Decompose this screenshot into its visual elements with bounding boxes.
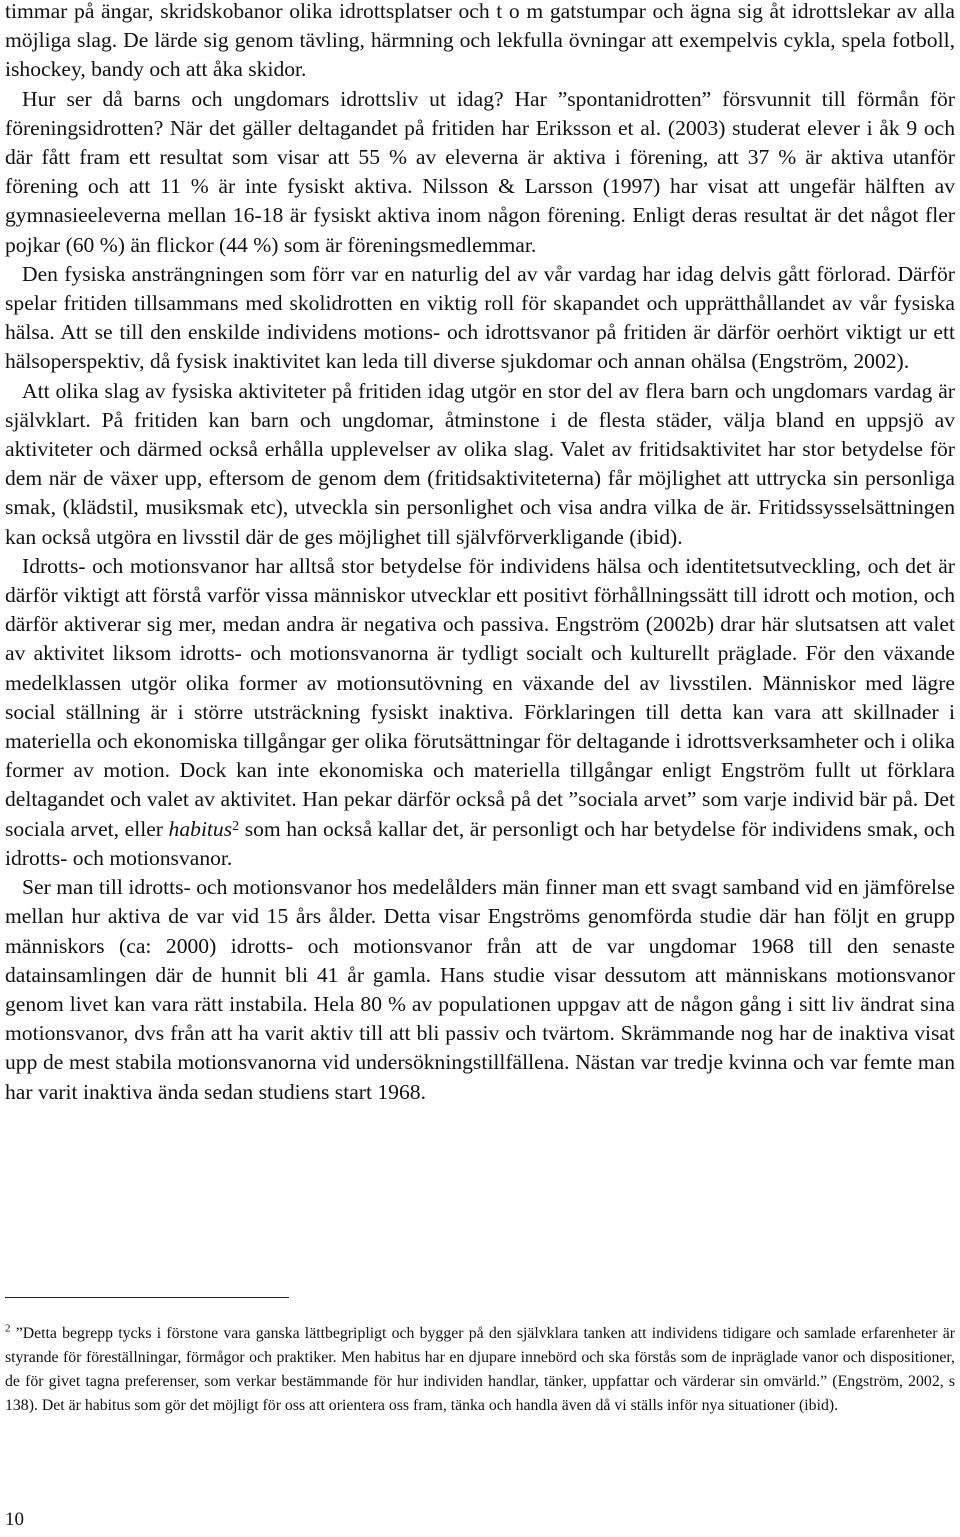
footnote-reference[interactable]: 2 xyxy=(232,818,240,834)
paragraph-text: timmar på ängar, skridskobanor olika idrottsplatser och t o m gatstumpar och ägna sig åt idrottslekar av alla möjliga slag. De lärde sig genom tävling, härmning och lekfulla övningar att exempelvis cykla, spela fotboll, ishockey, bandy och att åka skidor. xyxy=(5,0,955,82)
document-page xyxy=(5,0,955,1107)
paragraph-text: som han också kallar det, är personligt och har betydelse för individens smak, och idrotts- och motionsvanor. xyxy=(5,816,955,870)
paragraph-5 xyxy=(5,552,955,873)
paragraph-2 xyxy=(5,85,955,260)
footnote-text: ”Detta begrepp tycks i förstone vara ganska lättbegripligt och bygger på den självklara tanken att individens tidigare och samlade erfarenheter är styrande för föreställningar, förmågor och praktiker. Men habitus har en djupare innebörd och ska förstås som de inpräglade vanor och dispositioner, de för givet tagna preferenser, som verkar bestämmande för hur individen handlar, tänker, uppfattar och värderar sin omvärld.” (Engström, 2002, s 138). Det är habitus som gör det möjligt för oss att orientera oss fram, tänka och handla även då vi ställs inför nya situationer (ibid). xyxy=(5,1325,955,1414)
paragraph-text: Ser man till idrotts- och motionsvanor hos medelålders män finner man ett svagt samband vid en jämförelse mellan hur aktiva de var vid 15 års ålder. Detta visar Engströms genomförda studie där han följt en grupp människors (ca: 2000) idrotts- och motionsvanor från att de var ungdomar 1968 till den senaste datainsamlingen där de hunnit bli 41 år gamla. Hans studie visar dessutom att människans motionsvanor genom livet kan vara rätt instabila. Hela 80 % av populationen uppgav att de någon gång i sitt liv ändrat sina motionsvanor, dvs från att ha varit aktiv till att bli passiv och tvärtom. Skrämmande nog har de inaktiva visat upp de mest stabila motionsvanorna vid undersökningstillfällena. Nästan var tredje kvinna och var femte man har varit inaktiva ända sedan studiens start 1968. xyxy=(5,875,955,1104)
paragraph-text: Idrotts- och motionsvanor har alltså stor betydelse för individens hälsa och identitetsutveckling, och det är därför viktigt att förstå varför vissa människor utvecklar ett positivt förhållningssätt till idrott och motion, och därför aktiverar sig mer, medan andra är negativa och passiva. Engström (2002b) drar här slutsatsen att valet av aktivitet liksom idrotts- och motionsvanorna är tydligt socialt och kulturellt präglade. För den växande medelklassen utgör olika former av motionsutövning en växande del av livsstilen. Människor med lägre social ställning är i större utsträckning fysiskt inaktiva. Förklaringen till detta kan vara att skillnader i materiella och ekonomiska tillgångar ger olika förutsättningar för deltagande i idrottsverksamheter och i olika former av motion. Dock kan inte ekonomiska och materiella tillgångar enligt Engström fullt ut förklara deltagandet och valet av aktivitet. Han pekar därför också på det ”sociala arvet” som varje individ bär på. Det sociala arvet, eller xyxy=(5,553,955,841)
paragraph-text: Att olika slag av fysiska aktiviteter på fritiden idag utgör en stor del av flera barn och ungdomars vardag är självklart. På fritiden kan barn och ungdomar, åtminstone i de flesta städer, välja bland en uppsjö av aktiviteter och därmed också erhålla upplevelser av olika slag. Valet av fritidsaktivitet har stor betydelse för dem när de växer upp, eftersom de genom dem (fritidsaktiviteterna) får möjlighet att uttrycka sin personliga smak, (klädstil, musiksmak etc), utveckla sin personlighet och visa andra vilka de är. Fritidssysselsättningen kan också utgöra en livsstil där de ges möjlighet till självförverkligande (ibid). xyxy=(5,378,955,549)
habitus-term: habitus xyxy=(168,816,233,841)
paragraph-6 xyxy=(5,873,955,1107)
paragraph-1 xyxy=(5,0,955,85)
paragraph-3 xyxy=(5,260,955,377)
footnote-section xyxy=(5,1322,955,1418)
paragraph-text: Den fysiska ansträngningen som förr var en naturlig del av vår vardag har idag delvis gått förlorad. Därför spelar fritiden tillsammans med skolidrotten en viktig roll för skapandet och upprätthållandet av vår fysiska hälsa. Att se till den enskilde individens motions- och idrottsvanor på fritiden är därför oerhört viktigt ur ett hälsoperspektiv, då fysisk inaktivitet kan leda till diverse sjukdomar och annan ohälsa (Engström, 2002). xyxy=(5,261,955,374)
page-number: 10 xyxy=(5,1509,24,1530)
paragraph-4 xyxy=(5,377,955,552)
footnote-2 xyxy=(5,1322,955,1418)
footnote-mark: 2 xyxy=(5,1322,11,1335)
body-text xyxy=(5,0,955,1107)
footnote-divider xyxy=(5,1297,289,1298)
paragraph-text: Hur ser då barns och ungdomars idrottsliv ut idag? Har ”spontanidrotten” försvunnit till förmån för föreningsidrotten? När det gäller deltagandet på fritiden har Eriksson et al. (2003) studerat elever i åk 9 och där fått fram ett resultat som visar att 55 % av eleverna är aktiva i förening, att 37 % är aktiva utanför förening och att 11 % är inte fysiskt aktiva. Nilsson & Larsson (1997) har visat att ungefär hälften av gymnasieeleverna mellan 16-18 är fysiskt aktiva inom någon förening. Enligt deras resultat är det något fler pojkar (60 %) än flickor (44 %) som är föreningsmedlemmar. xyxy=(5,86,955,257)
